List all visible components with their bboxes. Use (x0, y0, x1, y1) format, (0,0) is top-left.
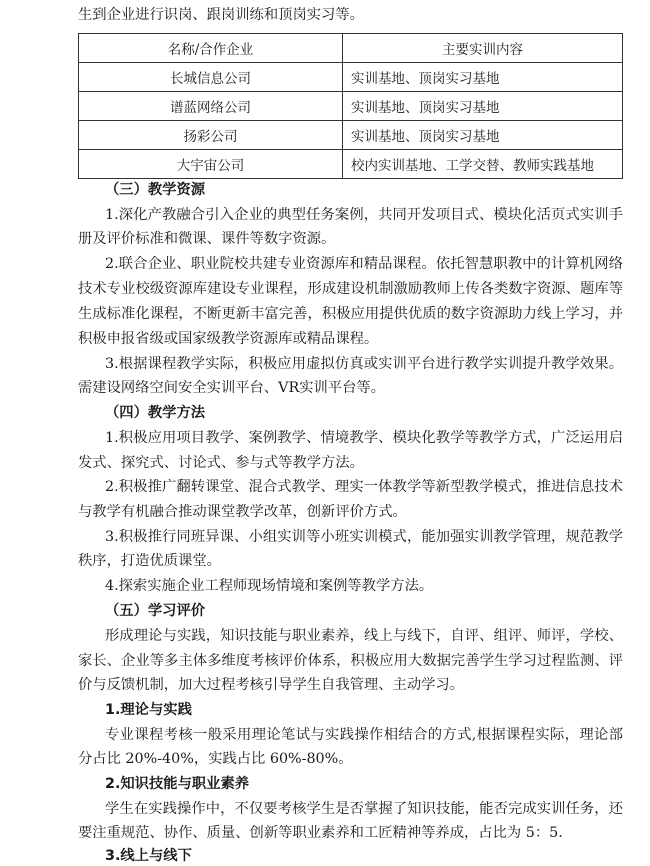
partner-table (78, 33, 623, 179)
paragraph-line: 价与反馈机制，加大过程考核引导学生自我管理、主动学习。 (78, 677, 465, 693)
paragraph-line: 学生在实践操作中，不仅要考核学生是否掌握了知识技能，能否完成实训任务，还 (105, 801, 623, 817)
section-heading: （四）教学方法 (105, 405, 206, 421)
intro-line: 生到企业进行识岗、跟岗训练和顶岗实习等。 (78, 7, 364, 23)
table-header-cell: 名称/合作企业 (79, 34, 343, 63)
subsection-heading: 2.知识技能与职业素养 (105, 776, 250, 792)
paragraph-line: 需建设网络空间安全实训平台、VR实训平台等。 (78, 380, 386, 396)
paragraph-line: 4.探索实施企业工程师现场情境和案例等教学方法。 (105, 578, 434, 594)
paragraph-line: 积极申报省级或国家级教学资源库或精品课程。 (78, 331, 379, 347)
table-cell: 扬彩公司 (79, 121, 343, 150)
table-cell: 长城信息公司 (79, 63, 343, 92)
table-cell: 校内实训基地、工学交替、教师实践基地 (343, 150, 623, 179)
paragraph-line: 分占比 20%-40%，实践占比 60%-80%。 (78, 751, 353, 767)
paragraph-line: 册及评价标准和微课、课件等数字资源。 (78, 231, 336, 247)
subsection-heading: 3.线上与线下 (105, 848, 192, 864)
table-cell: 谱蓝网络公司 (79, 92, 343, 121)
paragraph-line: 形成理论与实践，知识技能与职业素养，线上与线下，自评、组评、师评，学校、 (105, 628, 623, 644)
paragraph-line: 2.联合企业、职业院校共建专业资源库和精品课程。依托智慧职教中的计算机网络 (105, 256, 623, 272)
table-row (79, 121, 623, 150)
paragraph-line: 家长、企业等多主体多维度考核评价体系，积极应用大数据完善学生学习过程监测、评 (78, 653, 623, 669)
paragraph-line: 生成标准化课程，不断更新丰富完善，积极应用提供优质的数字资源助力线上学习，并 (78, 306, 623, 322)
paragraph-line: 要注重规范、协作、质量、创新等职业素养和工匠精神等养成，占比为 5：5. (78, 825, 563, 841)
subsection-heading: 1.理论与实践 (105, 702, 192, 718)
table-cell: 大宇宙公司 (79, 150, 343, 179)
paragraph-line: 3.根据课程教学实际，积极应用虚拟仿真或实训平台进行教学实训提升教学效果。 (105, 356, 623, 372)
paragraph-line: 技术专业校级资源库建设专业课程，形成建设机制激励教师上传各类数字资源、题库等 (78, 281, 623, 297)
paragraph-line: 发式、探究式、讨论式、参与式等教学方法。 (78, 455, 364, 471)
section-heading: （五）学习评价 (105, 603, 206, 619)
paragraph-line: 2.积极推广翻转课堂、混合式教学、理实一体教学等新型教学模式，推进信息技术 (105, 479, 623, 495)
table-row (79, 150, 623, 179)
table-cell: 实训基地、顶岗实习基地 (343, 63, 623, 92)
table-row (79, 92, 623, 121)
table-header-cell: 主要实训内容 (343, 34, 623, 63)
paragraph-line: 与教学有机融合推动课堂教学改革，创新评价方式。 (78, 504, 407, 520)
paragraph-line: 1.深化产教融合引入企业的典型任务案例，共同开发项目式、模块化活页式实训手 (105, 207, 623, 223)
paragraph-line: 1.积极应用项目教学、案例教学、情境教学、模块化教学等教学方式，广泛运用启 (105, 430, 623, 446)
paragraph-line: 专业课程考核一般采用理论笔试与实践操作相结合的方式,根据课程实际，理论部 (105, 727, 623, 743)
table-row (79, 63, 623, 92)
paragraph-line: 秩序，打造优质课堂。 (78, 553, 221, 569)
paragraph-line: 3.积极推行同班异课、小组实训等小班实训模式，能加强实训教学管理，规范教学 (105, 529, 623, 545)
section-heading: （三）教学资源 (105, 182, 206, 198)
table-header-row (79, 34, 623, 63)
table-cell: 实训基地、顶岗实习基地 (343, 121, 623, 150)
table-cell: 实训基地、顶岗实习基地 (343, 92, 623, 121)
